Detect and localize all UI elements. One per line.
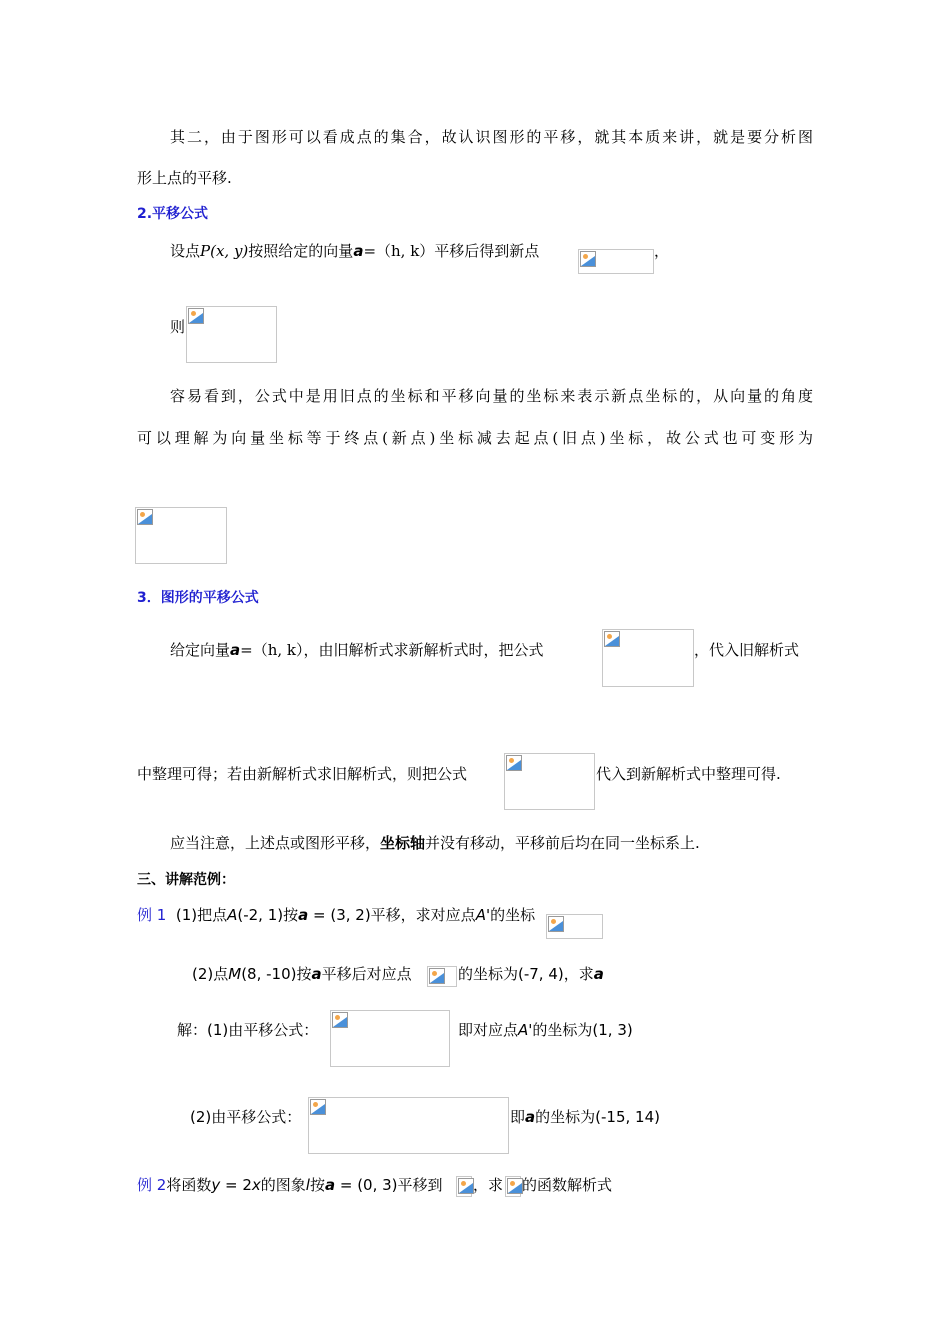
text-segment: 即对应点 — [458, 1021, 519, 1039]
broken-image-icon — [310, 1099, 326, 1115]
point-a-prime: A' — [475, 906, 491, 924]
text-segment: = (0, 3)平移到 — [335, 1176, 443, 1194]
paragraph-5-tail: 代入到新解析式中整理可得. — [596, 765, 781, 783]
formula-image — [456, 1176, 472, 1197]
emphasis-axis: 坐标轴 — [380, 834, 426, 852]
paragraph-4 — [170, 640, 544, 660]
then-label: 则 — [170, 318, 186, 336]
text-segment: (-2, 1)按 — [237, 906, 299, 924]
vector-a: a — [311, 965, 322, 983]
vector-a: a — [230, 641, 241, 659]
formula-image — [330, 1010, 450, 1067]
var-x: x — [251, 1176, 261, 1194]
formula-image — [504, 753, 595, 810]
paragraph-4-tail: ，代入旧解析式 — [694, 641, 800, 659]
text-segment: (2)点 — [192, 965, 229, 983]
text-segment: 即 — [510, 1108, 526, 1126]
formula-image — [427, 966, 457, 987]
solution-1-head: 解：(1)由平移公式： — [177, 1021, 319, 1039]
text-segment: 的图象 — [260, 1176, 306, 1194]
text-segment: 平移后对应点 — [321, 965, 412, 983]
formula-image — [505, 1176, 521, 1197]
paragraph-3-line-1: 容易看到，公式中是用旧点的坐标和平移向量的坐标来表示新点坐标的，从向量的角度 — [170, 387, 813, 405]
text-segment: (8, -10)按 — [241, 965, 312, 983]
text-segment: 的坐标为(1, 3) — [532, 1021, 633, 1039]
point-p: P(x, y) — [200, 242, 249, 260]
broken-image-icon — [137, 509, 153, 525]
vector-a: a — [324, 1176, 336, 1194]
text-segment: 的坐标为(-15, 14) — [535, 1108, 660, 1126]
text-segment: 的坐标 — [490, 906, 536, 924]
solution-1-tail — [458, 1020, 633, 1040]
paragraph-5-head: 中整理可得；若由新解析式求旧解析式，则把公式 — [137, 765, 468, 783]
text-segment: 并没有移动，平移前后均在同一坐标系上. — [425, 834, 700, 852]
example-2-label: 例 2 — [137, 1176, 167, 1194]
text-segment: 给定向量 — [170, 641, 231, 659]
var-l: l — [305, 1176, 310, 1194]
text-segment: (1)把点 — [175, 906, 228, 924]
solution-2-tail — [510, 1107, 660, 1127]
example-1-part-2 — [192, 964, 412, 984]
example-1-part-2-tail — [458, 964, 604, 984]
broken-image-icon — [188, 308, 204, 324]
formula-image — [602, 629, 694, 687]
vector-a: a — [593, 965, 604, 983]
broken-image-icon — [604, 631, 620, 647]
formula-image — [135, 507, 227, 564]
broken-image-icon — [507, 1178, 523, 1194]
example-1-line — [137, 905, 535, 925]
formula-image — [186, 306, 277, 363]
vector-a: a — [298, 906, 309, 924]
point-m: M — [228, 965, 242, 983]
paragraph-1-line-1: 其二，由于图形可以看成点的集合，故认识图形的平移，就其本质来讲，就是要分析图 — [170, 128, 813, 146]
broken-image-icon — [458, 1178, 474, 1194]
text-segment: = (3, 2)平移，求对应点 — [308, 906, 476, 924]
broken-image-icon — [580, 251, 596, 267]
paragraph-6 — [170, 833, 700, 853]
text-segment: 的坐标为(-7, 4)，求 — [458, 965, 594, 983]
broken-image-icon — [429, 968, 445, 984]
text-segment: 设点 — [170, 242, 201, 260]
heading-figure-translation: 3．图形的平移公式 — [137, 590, 259, 606]
formula-image — [578, 249, 654, 274]
vector-a: a — [525, 1108, 536, 1126]
broken-image-icon — [332, 1012, 348, 1028]
text-segment: 按 — [309, 1176, 325, 1194]
point-a-prime: A' — [518, 1021, 533, 1039]
point-a: A — [227, 906, 238, 924]
broken-image-icon — [506, 755, 522, 771]
example-2-line — [137, 1175, 443, 1195]
formula-image — [308, 1097, 509, 1154]
text-segment: 将函数 — [166, 1176, 212, 1194]
solution-2-head: (2)由平移公式： — [190, 1108, 302, 1126]
comma: ， — [654, 242, 670, 260]
text-segment: =（h, k），由旧解析式求新解析式时，把公式 — [240, 641, 544, 659]
paragraph-1-line-2: 形上点的平移. — [137, 169, 232, 187]
section-examples-heading: 三、讲解范例： — [137, 872, 235, 888]
example-1-label: 例 1 — [137, 906, 167, 924]
vector-a: a — [353, 242, 364, 260]
formula-image — [546, 914, 603, 939]
text-segment: = 2 — [220, 1176, 252, 1194]
text-segment: =（h, k）平移后得到新点 — [363, 242, 540, 260]
var-y: y — [211, 1176, 221, 1194]
paragraph-3-line-2: 可以理解为向量坐标等于终点(新点)坐标减去起点(旧点)坐标，故公式也可变形为 — [137, 429, 813, 447]
broken-image-icon — [548, 916, 564, 932]
example-2-mid: ，求 — [473, 1176, 504, 1194]
heading-translation-formula: 2.平移公式 — [137, 206, 209, 222]
text-segment: 应当注意，上述点或图形平移， — [170, 834, 381, 852]
paragraph-2 — [170, 241, 539, 261]
text-segment: 按照给定的向量 — [248, 242, 354, 260]
example-2-tail: 的函数解析式 — [522, 1176, 613, 1194]
